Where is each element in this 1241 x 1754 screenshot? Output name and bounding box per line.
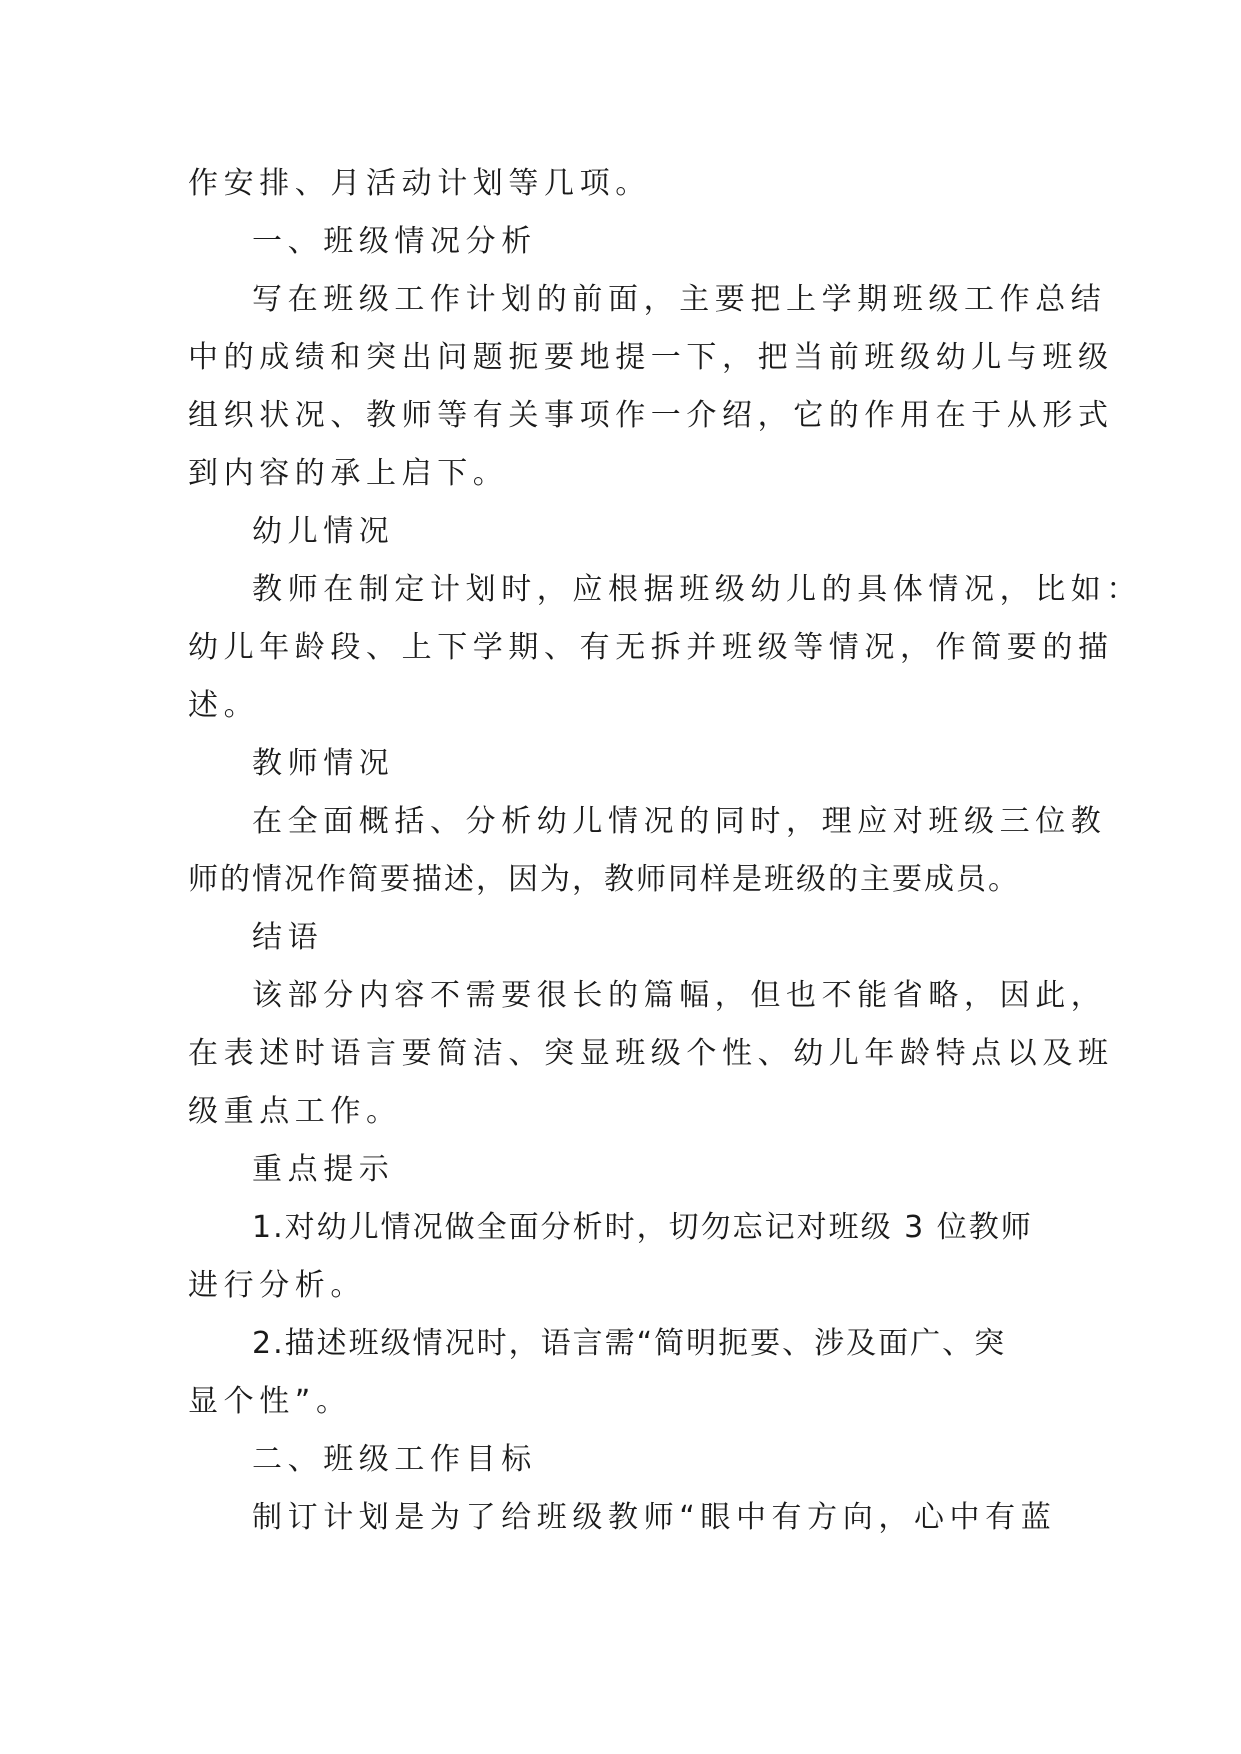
list-item-continuation: 进行分析。 [188,1268,366,1303]
list-item-continuation: 显个性”。 [188,1384,352,1419]
list-item: 2.描述班级情况时，语言需“简明扼要、涉及面广、突 [252,1326,1007,1361]
paragraph-line: 师的情况作简要描述，因为，教师同样是班级的主要成员。 [188,862,1020,897]
paragraph-line: 中的成绩和突出问题扼要地提一下，把当前班级幼儿与班级 [188,340,1114,375]
subheading-children: 幼儿情况 [252,514,395,549]
subheading-conclusion: 结语 [252,920,324,955]
paragraph-line: 组织状况、教师等有关事项作一介绍，它的作用在于从形式 [188,398,1114,433]
paragraph-line: 在表述时语言要简洁、突显班级个性、幼儿年龄特点以及班 [188,1036,1114,1071]
list-item: 1.对幼儿情况做全面分析时，切勿忘记对班级 3 位教师 [252,1210,1033,1245]
paragraph-line: 到内容的承上启下。 [188,456,509,491]
paragraph-line: 教师在制定计划时，应根据班级幼儿的具体情况，比如： [252,572,1142,607]
subheading-teachers: 教师情况 [252,746,395,781]
document-body [188,155,1142,1547]
subheading-key-points: 重点提示 [252,1152,395,1187]
paragraph-line: 级重点工作。 [188,1094,402,1129]
paragraph-line: 写在班级工作计划的前面，主要把上学期班级工作总结 [252,282,1107,317]
section-heading-class-analysis: 一、班级情况分析 [252,224,537,259]
section-heading-class-goals: 二、班级工作目标 [252,1442,537,1477]
paragraph-line: 该部分内容不需要很长的篇幅，但也不能省略，因此， [252,978,1107,1013]
paragraph-line: 幼儿年龄段、上下学期、有无拆并班级等情况，作简要的描 [188,630,1114,665]
paragraph-line: 制订计划是为了给班级教师“眼中有方向，心中有蓝 [252,1500,1057,1535]
paragraph-line: 在全面概括、分析幼儿情况的同时，理应对班级三位教 [252,804,1107,839]
paragraph-line: 述。 [188,688,260,723]
text-line: 作安排、月活动计划等几项。 [188,166,651,201]
